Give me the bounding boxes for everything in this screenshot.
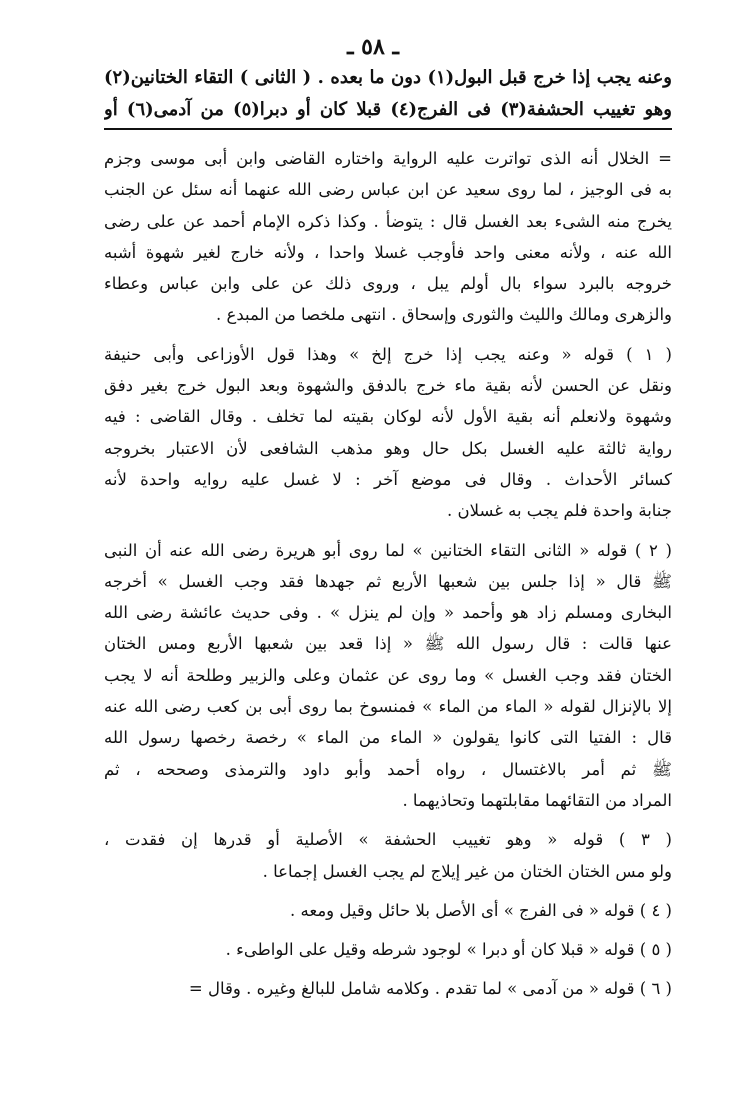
footnote-line: ( ٤ ) قوله « فى الفرج » أى الأصل بلا حائل وقيل ومعه . <box>290 900 672 920</box>
footnote-continuation <box>104 143 672 331</box>
footnote-line: رواية ثالثة عليه الغسل بكل حال وهو مذهب الشافعى لأن الاعتبار بخروجه <box>104 438 672 458</box>
footnote-line: والزهرى ومالك والليث والثورى وإسحاق . انتهى ملخصا من المبدع . <box>216 305 672 325</box>
footnote-line: إلا بالإنزال لقوله « الماء من الماء » فمنسوخ بما روى أبى بن كعب رضى الله عنه <box>104 697 672 717</box>
footnote-line: ( ٥ ) قوله « قبلا كان أو دبرا » لوجود شرطه وقيل على الواطىء . <box>225 940 672 960</box>
footnote-line: البخارى ومسلم زاد هو وأحمد « وإن لم ينزل » . وفى حديث عائشة رضى الله <box>104 603 672 623</box>
footnote-line: المراد من التقائهما مقابلتهما وتحاذيهما . <box>402 790 672 810</box>
main-text-line: وهو تغييب الحشفة(٣) فى الفرج(٤) قبلا كان أو دبرا(٥) من آدمى(٦) أو <box>104 99 672 120</box>
footnote-line: به فى الوجيز ، لما روى سعيد عن ابن عباس رضى الله عنهما أنه سئل عن الجنب <box>104 180 672 200</box>
footnote-line: يخرج منه الشىء بعد الغسل قال : يتوضأ . وكذا ذكره الإمام أحمد عن على رضى <box>104 211 672 231</box>
footnotes <box>104 143 672 1013</box>
footnote-line: قال : الفتيا التى كانوا يقولون « الماء من الماء » رخصة رخصها رسول الله <box>104 728 672 748</box>
footnote-line: جنابة واحدة فلم يجب به غسلان . <box>447 501 672 521</box>
footnote-1 <box>104 339 672 527</box>
main-text <box>104 62 672 126</box>
footnote-line: الختان فقد وجب الغسل » وما روى عن عثمان وعلى والزبير وطلحة أنه لا يجب <box>104 665 672 685</box>
footnote-line: ( ٣ ) قوله « وهو تغييب الحشفة » الأصلية أو قدرها إن فقدت ، <box>104 830 672 850</box>
footnote-line: ( ١ ) قوله « وعنه يجب إذا خرج إلخ » وهذا قول الأوزاعى وأبى حنيفة <box>104 344 672 364</box>
footnote-line: ولو مس الختان الختان من غير إيلاج لم يجب الغسل إجماعا . <box>262 861 672 881</box>
footnote-line: ونقل عن الحسن لأنه بقية ماء خرج بالدفق والشهوة وبعد البول خرج بغير دفق <box>104 376 672 396</box>
footnote-6 <box>104 973 672 1004</box>
footnote-divider <box>104 128 672 130</box>
footnote-line: وشهوة ولانعلم أنه بقية الأول لأنه لوكان بقيته لما تخلف . وقال القاضى : فيه <box>104 407 672 427</box>
footnote-5 <box>104 934 672 965</box>
footnote-line: ﷺ قال « إذا جلس بين شعبها الأربع ثم جهدها فقد وجب الغسل » أخرجه <box>104 571 672 591</box>
footnote-3 <box>104 824 672 887</box>
footnote-line: عنها قالت : قال رسول الله ﷺ « إذا قعد بين شعبها الأربع ومس الختان <box>104 634 672 654</box>
footnote-line: كسائر الأحداث . وقال فى موضع آخر : لا غسل عليه روايه واحدة لأنه <box>104 469 672 489</box>
footnote-line: الله عنه ، ولأنه معنى واحد فأوجب غسلا واحدا ، ولأنه خارج لغير شهوة أشبه <box>104 242 672 262</box>
footnote-line: = الخلال أنه الذى تواترت عليه الرواية واختاره القاضى وابن أبى موسى وجزم <box>104 149 672 168</box>
page-number: ـ ٥٨ ـ <box>347 34 399 60</box>
footnote-line: ( ٦ ) قوله « من آدمى » لما تقدم . وكلامه شامل للبالغ وغيره . وقال = <box>188 979 672 999</box>
footnote-line: ( ٢ ) قوله « الثانى التقاء الختانين » لما روى أبو هريرة رضى الله عنه أن النبى <box>104 540 672 560</box>
footnote-2 <box>104 535 672 817</box>
footnote-line: ﷺ ثم أمر بالاغتسال ، رواه أحمد وأبو داود والترمذى وصححه ، ثم <box>104 759 672 779</box>
footnote-line: خروجه بالبرد سواء بال أولم يبل ، وروى ذلك عن على وابن عباس وعطاء <box>104 274 672 294</box>
footnote-4 <box>104 895 672 926</box>
main-text-line: وعنه يجب إذا خرج قبل البول(١) دون ما بعده . ( الثانى ) التقاء الختانين(٢) <box>104 67 672 88</box>
